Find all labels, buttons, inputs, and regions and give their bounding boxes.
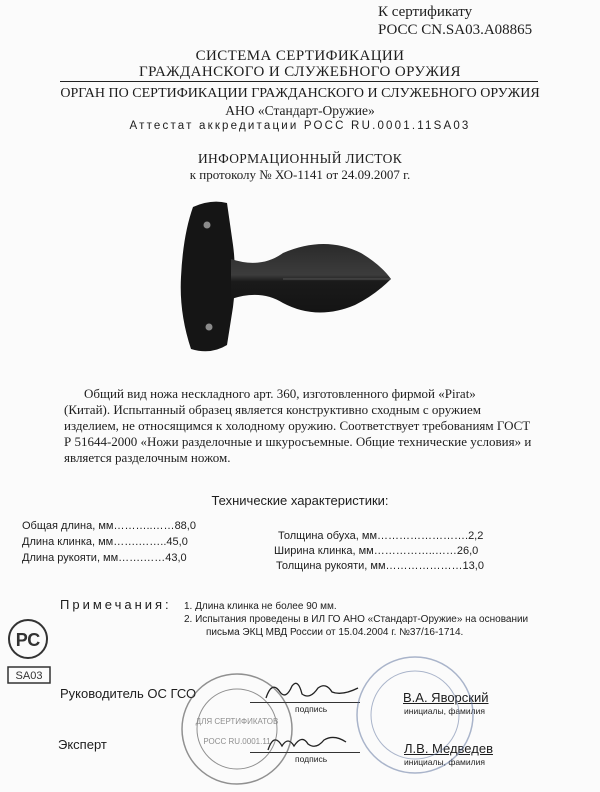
handle-screw-top <box>204 222 211 229</box>
knife-description <box>64 386 544 466</box>
stamp-inner-code: РОСС RU.0001.11 <box>203 737 271 746</box>
organization-seal-stamp <box>355 655 475 775</box>
head-name-caption: инициалы, фамилия <box>404 706 485 716</box>
spec-row-spine-thickness <box>278 530 483 542</box>
expert-name: Л.В. Медведев <box>404 741 493 756</box>
rst-certification-mark <box>2 615 62 687</box>
description-line: Р 51644-2000 «Ножи разделочные и шкуросъемные. Общие технические условия» и <box>64 434 532 449</box>
spec-row-handle-length <box>22 552 187 564</box>
spec-label: Ширина клинка, мм……………..…… <box>274 545 457 557</box>
certificate-ref-number: РОСС CN.SA03.A08865 <box>378 22 533 38</box>
description-line: Общий вид ножа нескладного арт. 360, изготовленного фирмой «Pirat» <box>84 386 476 401</box>
spec-label: Длина клинка, мм…….…….. <box>22 536 167 548</box>
expert-signature-caption: подпись <box>295 754 328 764</box>
description-line: является разделочным ножом. <box>64 450 231 465</box>
expert-name-caption: инициалы, фамилия <box>404 757 485 767</box>
handle-screw-bottom <box>206 324 213 331</box>
spec-label: Общая длина, мм………..…… <box>22 520 175 532</box>
spec-value: 26,0 <box>456 545 479 557</box>
description-line: изделием, не относящимся к холодному оружию. Соответствует требованиям ГОСТ <box>64 418 531 433</box>
rst-letters: РС <box>15 630 41 650</box>
spec-value: 43,0 <box>165 552 187 564</box>
spec-label: Длина рукояти, мм…….…… <box>22 552 166 564</box>
spec-label: Толщина обуха, мм……………………. <box>278 530 469 542</box>
certificate-ref-label: К сертификату <box>378 4 473 20</box>
expert-role: Эксперт <box>58 737 107 752</box>
spec-row-handle-thickness <box>276 560 484 572</box>
knife-blade <box>231 244 391 313</box>
system-title-line2: ГРАЖДАНСКОГО И СЛУЖЕБНОГО ОРУЖИЯ <box>139 64 461 80</box>
spec-row-blade-width <box>274 545 478 557</box>
head-name: В.А. Яворский <box>403 690 489 705</box>
head-signature-caption: подпись <box>295 704 328 714</box>
note-item: 2. Испытания проведены в ИЛ ГО АНО «Стандарт-Оружие» на основании <box>184 614 529 625</box>
spec-row-blade-length <box>22 536 188 548</box>
protocol-reference: к протоколу № ХО-1141 от 24.09.2007 г. <box>189 167 411 182</box>
organization-name: АНО «Стандарт-Оружие» <box>225 103 375 118</box>
spec-value: 45,0 <box>166 536 188 548</box>
head-role: Руководитель ОС ГСО <box>60 686 197 701</box>
description-line: (Китай). Испытанный образец является конструктивно сходным с оружием <box>64 402 481 417</box>
knife-photo <box>165 195 415 365</box>
header-divider <box>60 81 538 82</box>
certification-body: ОРГАН ПО СЕРТИФИКАЦИИ ГРАЖДАНСКОГО И СЛУЖЕБНОГО ОРУЖИЯ <box>60 86 540 101</box>
note-item: 1. Длина клинка не более 90 мм. <box>184 601 337 612</box>
specs-title: Технические характеристики: <box>211 493 389 508</box>
spec-value: 2,2 <box>468 530 484 542</box>
document-title: ИНФОРМАЦИОННЫЙ ЛИСТОК <box>197 151 402 166</box>
accreditation-attestat: Аттестат аккредитации РОСС RU.0001.11SA03 <box>129 120 471 132</box>
spec-label: Толщина рукояти, мм………………… <box>276 560 463 572</box>
round-seal-stamp <box>180 672 295 787</box>
spec-value: 88,0 <box>174 520 196 532</box>
notes-title: Примечания: <box>60 597 172 612</box>
stamp-inner-text: ДЛЯ СЕРТИФИКАТОВ <box>195 717 279 726</box>
spec-row-total-length <box>22 520 196 532</box>
rst-code: SA03 <box>15 670 43 682</box>
spec-value: 13,0 <box>462 560 484 572</box>
system-title-line1: СИСТЕМА СЕРТИФИКАЦИИ <box>195 48 405 64</box>
note-item: письма ЭКЦ МВД России от 15.04.2004 г. №37/16-1714. <box>206 627 464 638</box>
